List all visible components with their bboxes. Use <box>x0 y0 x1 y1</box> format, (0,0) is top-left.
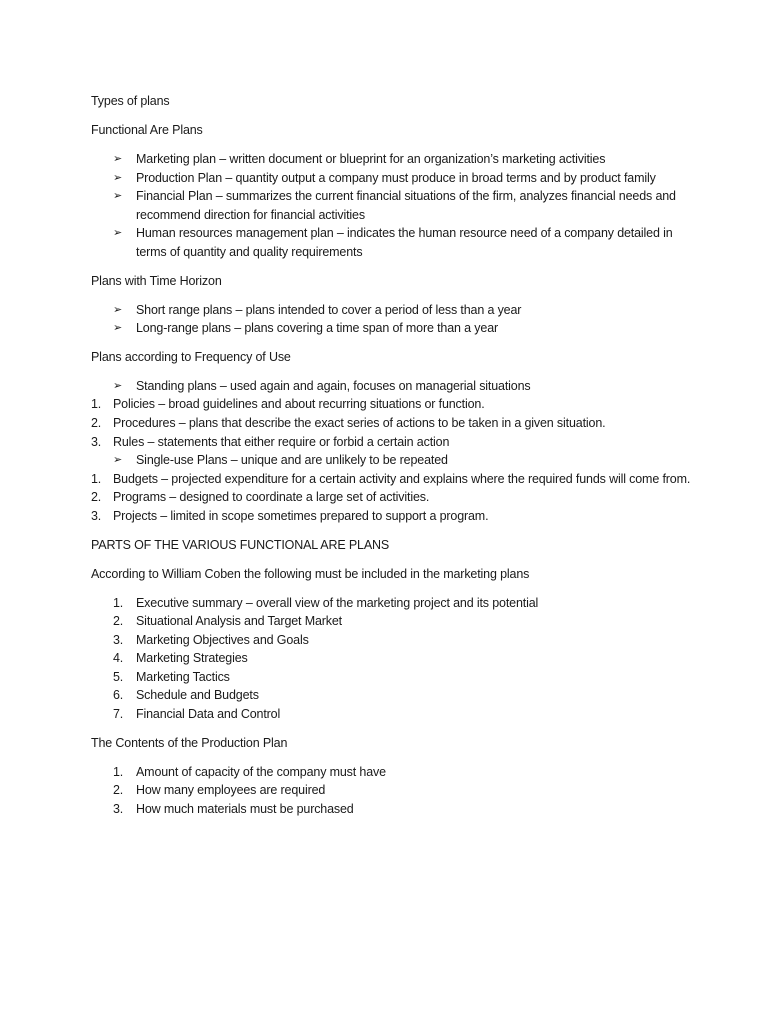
list-item-standing-plans: ➢ Standing plans – used again and again, focuses on managerial situations <box>91 377 691 396</box>
list-item-single-use-plans: ➢ Single-use Plans – unique and are unlikely to be repeated <box>91 451 691 470</box>
document-page <box>91 92 691 818</box>
frequency-heading: Plans according to Frequency of Use <box>91 349 291 364</box>
functional-plans-heading: Functional Are Plans <box>91 123 203 137</box>
list-item: 4. Marketing Strategies <box>113 651 248 666</box>
arrow-bullet-icon: ➢ <box>113 454 123 467</box>
arrow-bullet-icon: ➢ <box>113 190 123 203</box>
functional-plans-list <box>91 150 691 262</box>
list-item: 3. Projects – limited in scope sometimes prepared to support a program. <box>91 508 489 523</box>
list-item: 3. How much materials must be purchased <box>113 801 354 816</box>
list-item: ➢ Marketing plan – written document or blueprint for an organization’s marketing activities <box>91 150 691 169</box>
list-item: 2. How many employees are required <box>113 783 326 798</box>
time-horizon-heading: Plans with Time Horizon <box>91 273 222 288</box>
standing-plans-sublist <box>46 395 691 451</box>
arrow-bullet-icon: ➢ <box>113 227 123 240</box>
arrow-bullet-icon: ➢ <box>113 153 123 165</box>
single-use-plans-sublist <box>46 470 691 526</box>
arrow-bullet-icon: ➢ <box>113 171 123 184</box>
list-item: 3. Rules – statements that either require or forbid a certain action <box>91 434 450 449</box>
marketing-plan-heading: According to William Coben the following must be included in the marketing plans <box>91 566 530 581</box>
list-item: 2. Situational Analysis and Target Market <box>113 614 342 629</box>
list-item: 1. Policies – broad guidelines and about recurring situations or function. <box>91 397 485 412</box>
time-horizon-list <box>91 301 691 338</box>
list-item: ➢ Financial Plan – summarizes the current financial situations of the firm, analyzes financial needs and recommend direction for financial activities <box>113 189 676 222</box>
list-item: 2. Procedures – plans that describe the exact series of actions to be taken in a given situation. <box>91 415 606 430</box>
list-item: 1. Executive summary – overall view of the marketing project and its potential <box>113 595 539 610</box>
list-item: ➢ Production Plan – quantity output a company must produce in broad terms and by product family <box>91 169 691 188</box>
list-item: 3. Marketing Objectives and Goals <box>113 632 309 647</box>
frequency-list <box>91 377 691 526</box>
list-item: 2. Programs – designed to coordinate a large set of activities. <box>91 490 430 505</box>
list-item: 7. Financial Data and Control <box>113 707 281 722</box>
list-item: 6. Schedule and Budgets <box>113 688 259 703</box>
arrow-bullet-icon: ➢ <box>113 379 123 392</box>
list-item: 1. Amount of capacity of the company must have <box>113 764 386 779</box>
list-item: 1. Budgets – projected expenditure for a certain activity and explains where the required funds will come from. <box>91 471 691 486</box>
list-item: 5. Marketing Tactics <box>113 669 230 684</box>
arrow-bullet-icon: ➢ <box>113 303 123 316</box>
arrow-bullet-icon: ➢ <box>113 322 123 335</box>
list-item: ➢ Short range plans – plans intended to cover a period of less than a year <box>91 301 691 320</box>
list-item: ➢ Long-range plans – plans covering a time span of more than a year <box>91 319 691 338</box>
production-plan-list <box>91 763 691 819</box>
parts-heading: PARTS OF THE VARIOUS FUNCTIONAL ARE PLANS <box>91 537 390 552</box>
production-plan-heading: The Contents of the Production Plan <box>91 735 288 750</box>
list-item: ➢ Human resources management plan – indicates the human resource need of a company detailed in terms of quantity and quality requirements <box>113 226 673 259</box>
marketing-plan-list <box>91 594 691 724</box>
document-title: Types of plans <box>91 94 170 108</box>
